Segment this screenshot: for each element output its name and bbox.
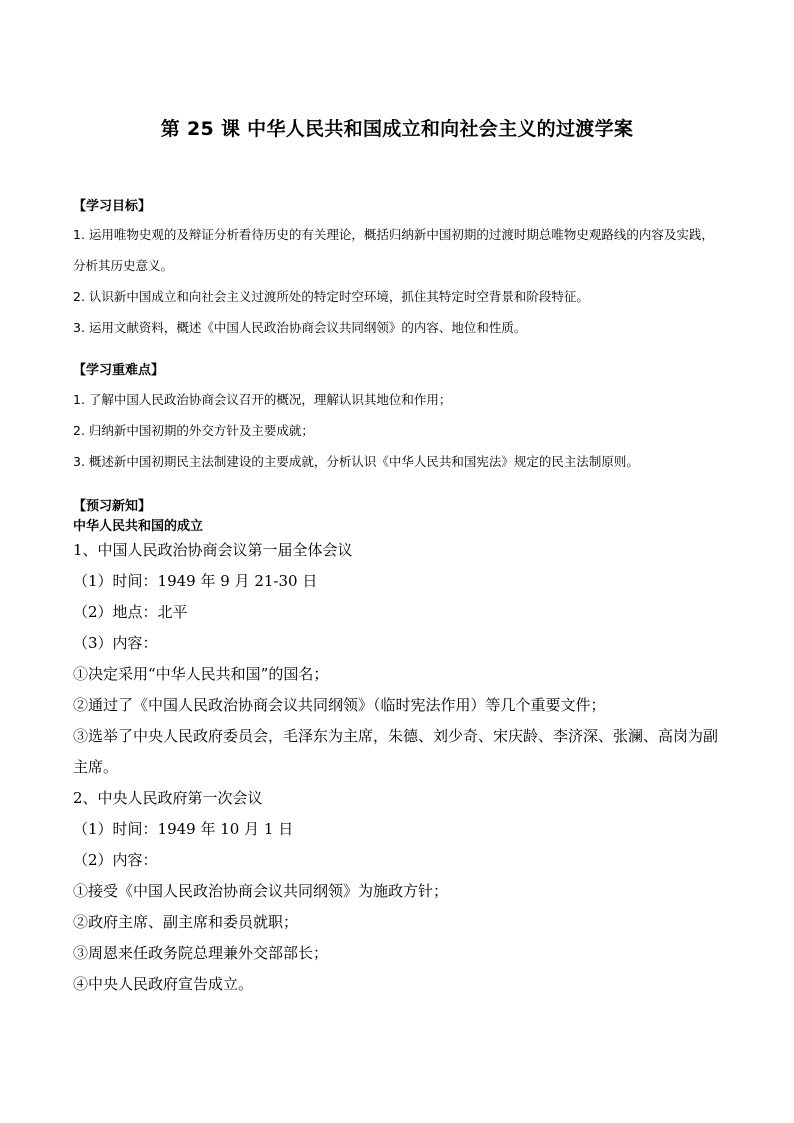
preview-line-6: ②通过了《中国人民政治协商会议共同纲领》（临时宪法作用）等几个重要文件； [73,696,606,714]
objectives-heading: 【学习目标】 [73,199,152,214]
page-title: 第 25 课 中华人民共和国成立和向社会主义的过渡学案 [160,118,634,140]
preview-line-13: ③周恩来任政务院总理兼外交部部长； [73,944,329,962]
preview-line-1: 1、中国人民政治协商会议第一届全体会议 [73,541,353,559]
preview-subheading: 中华人民共和国的成立 [73,519,204,534]
preview-line-2: （1）时间：1949 年 9 月 21-30 日 [73,572,318,590]
key-points-heading: 【学习重难点】 [73,363,165,378]
preview-line-8: 2、中央人民政府第一次会议 [73,789,263,807]
preview-heading: 【预习新知】 [73,499,152,514]
key-point-item-3: 3. 概述新中国初期民主法制建设的主要成就，分析认识《中华人民共和国宪法》规定的民主法制原则。 [73,454,639,469]
objective-item-2: 2. 认识新中国成立和向社会主义过渡所处的特定时空环境，抓住其特定时空背景和阶段特征。 [73,289,589,304]
key-point-item-2: 2. 归纳新中国初期的外交方针及主要成就； [73,423,314,438]
objectives-section [73,197,723,343]
preview-line-14: ④中央人民政府宣告成立。 [73,975,254,993]
objective-item-1: 1. 运用唯物史观的及辩证分析看待历史的有关理论，概括归纳新中国初期的过渡时期总唯物史观路线的内容及实践，分析其历史意义。 [73,227,714,273]
preview-line-10: （2）内容： [73,851,158,869]
key-points-section [73,361,723,477]
preview-line-5: ①决定采用“中华人民共和国”的国名； [73,665,329,683]
preview-line-11: ①接受《中国人民政治协商会议共同纲领》为施政方针； [73,882,449,900]
objectives-list [73,219,723,343]
preview-line-3: （2）地点：北平 [73,603,188,621]
key-points-list [73,384,723,477]
preview-line-7: ③选举了中央人民政府委员会，毛泽东为主席，朱德、刘少奇、宋庆龄、李济深、张澜、高岗为副主席。 [73,727,719,776]
preview-line-9: （1）时间：1949 年 10 月 1 日 [73,820,294,838]
preview-line-4: （3）内容： [73,634,158,652]
preview-line-12: ②政府主席、副主席和委员就职； [73,913,299,931]
preview-content [73,535,723,1000]
key-point-item-1: 1. 了解中国人民政治协商会议召开的概况，理解认识其地位和作用； [73,392,452,407]
objective-item-3: 3. 运用文献资料，概述《中国人民政治协商会议共同纲领》的内容、地位和性质。 [73,320,527,335]
preview-section [73,497,723,1000]
